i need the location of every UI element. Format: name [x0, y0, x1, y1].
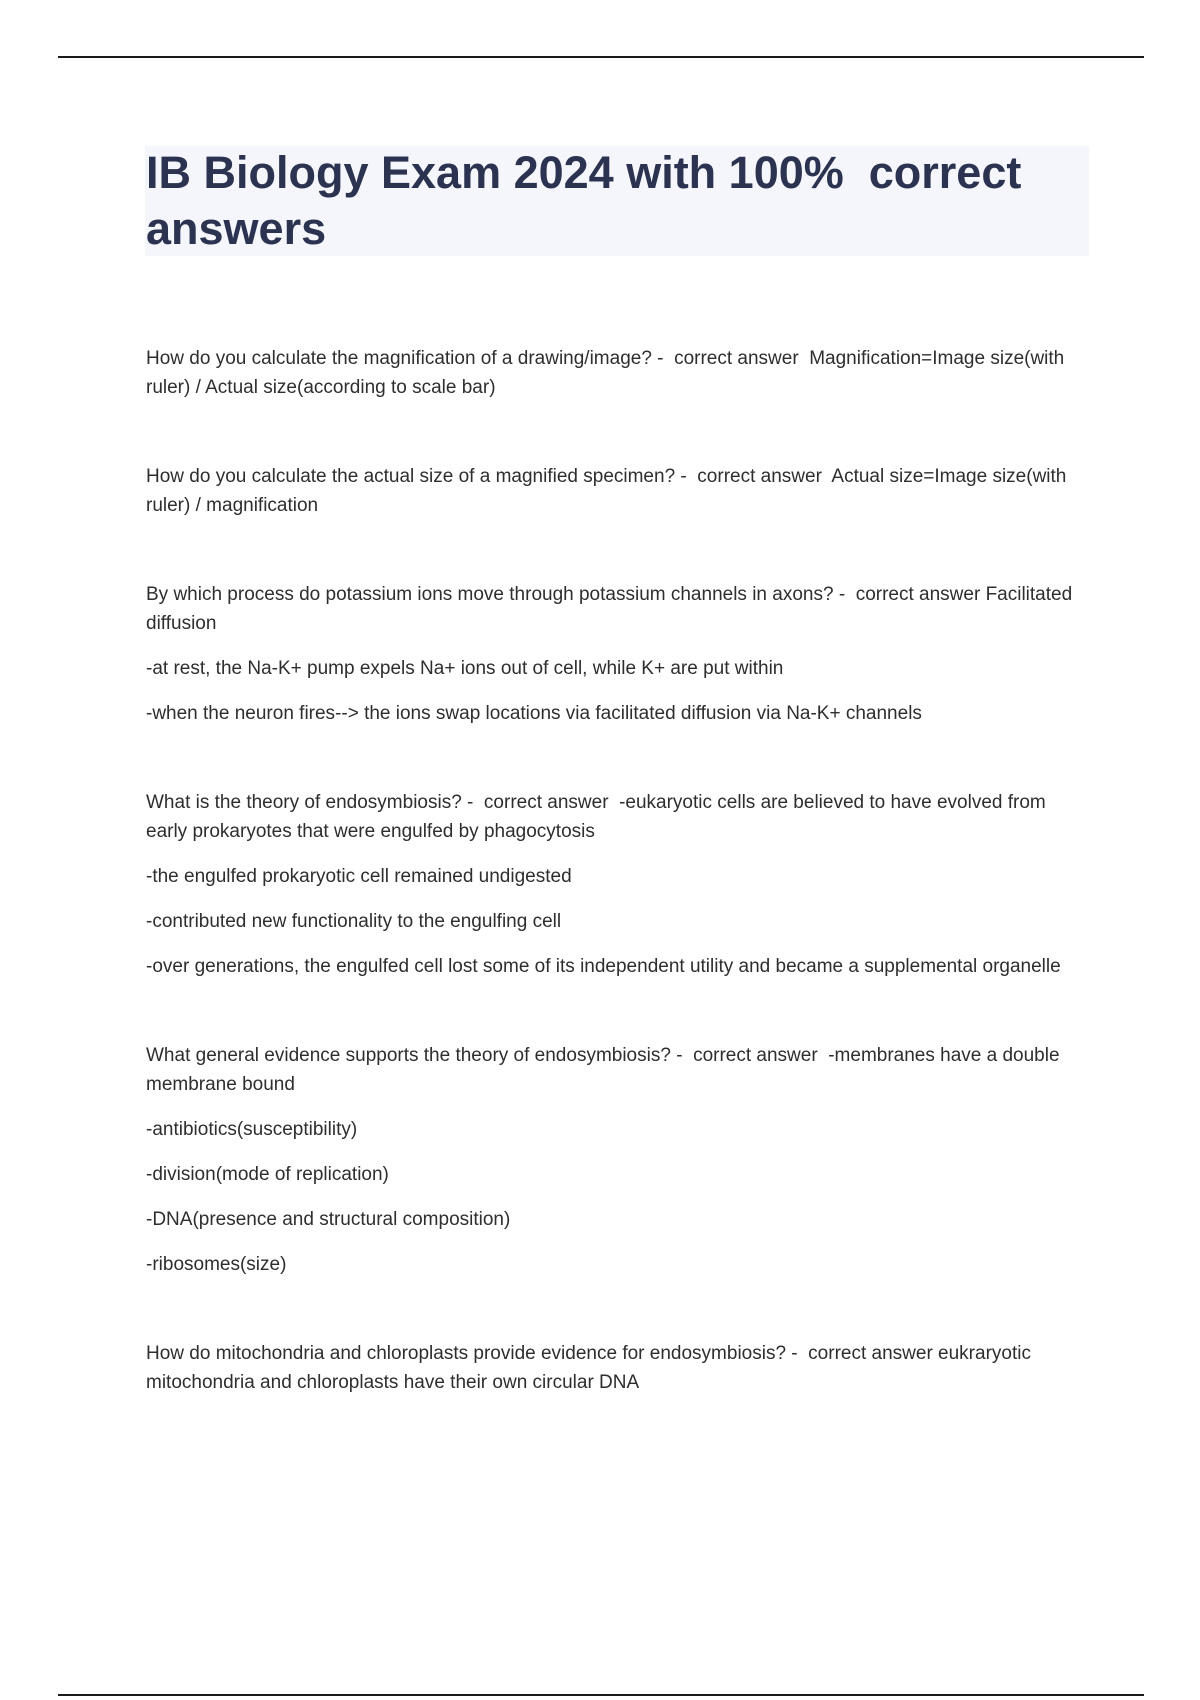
answer-detail-line: -over generations, the engulfed cell lost some of its independent utility and became a supplemental organelle — [146, 956, 1061, 977]
answer-detail-line: -the engulfed prokaryotic cell remained undigested — [146, 866, 572, 887]
answer-detail-line: -when the neuron fires--> the ions swap locations via facilitated diffusion via Na-K+ channels — [146, 703, 922, 724]
qa-item-mitochondria-chloroplasts — [146, 1339, 1076, 1397]
question-answer-text: How do you calculate the actual size of a magnified specimen? - correct answer Actual size=Image size(with ruler) / magnification — [146, 466, 1072, 516]
top-rule — [58, 56, 1144, 58]
qa-item-endosymbiosis-evidence — [146, 1041, 1076, 1279]
answer-detail-line: -at rest, the Na-K+ pump expels Na+ ions out of cell, while K+ are put within — [146, 658, 784, 679]
qa-item-actual-size — [146, 462, 1076, 520]
qa-item-magnification — [146, 344, 1076, 402]
question-answer-text: What is the theory of endosymbiosis? - correct answer -eukaryotic cells are believed to have evolved from early prokaryotes that were engulfed by phagocytosis — [146, 792, 1052, 842]
answer-detail-line: -ribosomes(size) — [146, 1254, 287, 1275]
qa-item-endosymbiosis-theory — [146, 788, 1076, 981]
answer-detail-line: -antibiotics(susceptibility) — [146, 1119, 358, 1140]
document-title: IB Biology Exam 2024 with 100% correct answers — [146, 147, 1034, 254]
question-answer-text: How do mitochondria and chloroplasts provide evidence for endosymbiosis? - correct answer eukraryotic mitochondria and chloroplasts have their own circular DNA — [146, 1343, 1037, 1393]
answer-detail-line: -division(mode of replication) — [146, 1164, 389, 1185]
document-body — [146, 344, 1076, 1457]
question-answer-text: What general evidence supports the theory of endosymbiosis? - correct answer -membranes have a double membrane bound — [146, 1045, 1065, 1095]
question-answer-text: How do you calculate the magnification of a drawing/image? - correct answer Magnification=Image size(with ruler) / Actual size(according to scale bar) — [146, 348, 1070, 398]
qa-item-potassium-ions — [146, 580, 1076, 728]
answer-detail-line: -DNA(presence and structural composition) — [146, 1209, 511, 1230]
question-answer-text: By which process do potassium ions move through potassium channels in axons? - correct answer Facilitated diffusion — [146, 584, 1078, 634]
answer-detail-line: -contributed new functionality to the engulfing cell — [146, 911, 562, 932]
bottom-rule — [58, 1694, 1144, 1696]
